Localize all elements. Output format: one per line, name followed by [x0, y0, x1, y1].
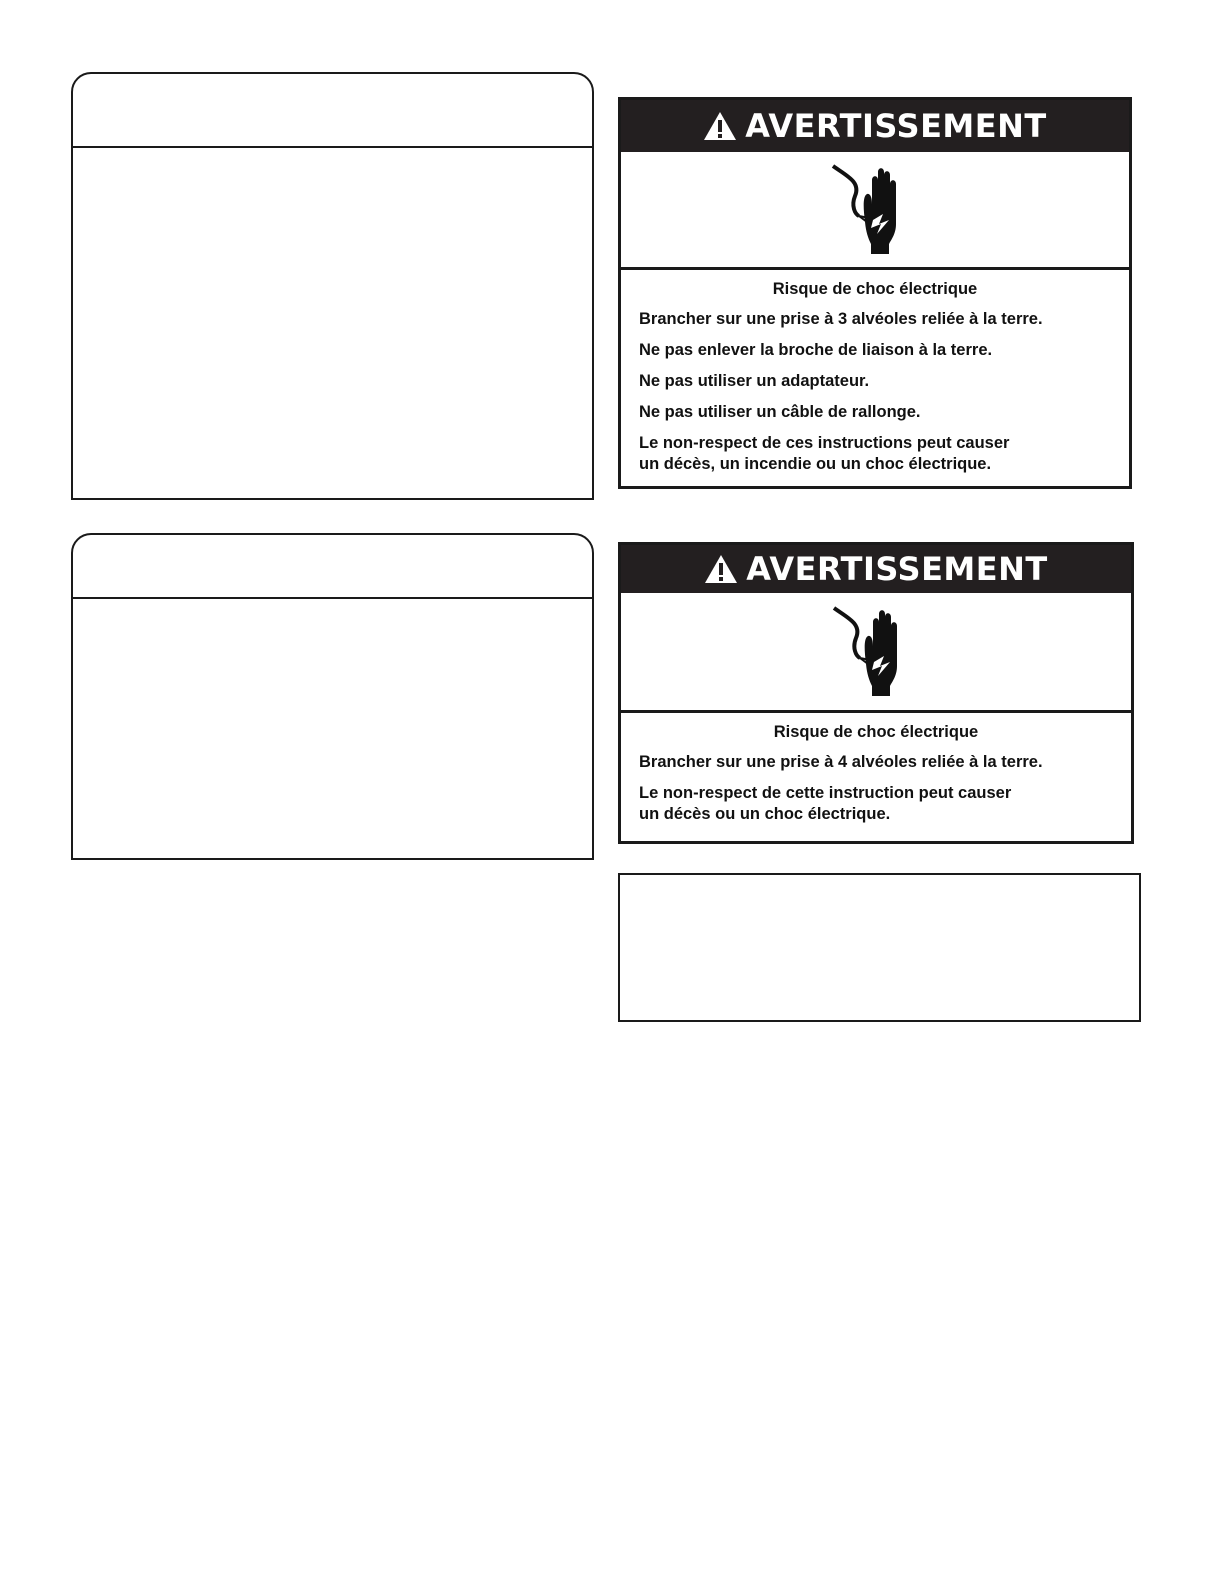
content-box-top-left: [71, 72, 594, 500]
warning-text-area: [621, 723, 1131, 825]
instruction-line: Ne pas enlever la broche de liaison à la terre.: [639, 341, 993, 359]
hazard-symbol-area: [621, 152, 1129, 270]
warning-triangle-icon: [703, 111, 737, 141]
content-box-header: [73, 535, 592, 599]
consequence-line-1: Le non-respect de cette instruction peut causer: [639, 784, 1012, 802]
instruction-line: Brancher sur une prise à 3 alvéoles reliée à la terre.: [639, 310, 1043, 328]
warning-banner-text: AVERTISSEMENT: [746, 550, 1048, 588]
warning-label-4-prong: [618, 542, 1134, 844]
instruction-line: Brancher sur une prise à 4 alvéoles reliée à la terre.: [639, 753, 1043, 771]
consequence-line-2: un décès, un incendie ou un choc électrique.: [639, 455, 992, 473]
warning-banner: [621, 545, 1131, 593]
warning-label-3-prong: [618, 97, 1132, 489]
content-box-header: [73, 74, 592, 148]
warning-banner: [621, 100, 1129, 152]
content-box-bottom-right: [618, 873, 1141, 1022]
warning-text-area: [621, 280, 1129, 475]
warning-triangle-icon: [704, 554, 738, 584]
electric-shock-hand-icon: [825, 162, 925, 258]
hazard-title: Risque de choc électrique: [773, 723, 979, 741]
consequence-line-2: un décès ou un choc électrique.: [639, 805, 891, 823]
instruction-line: Ne pas utiliser un câble de rallonge.: [639, 403, 921, 421]
hazard-title: Risque de choc électrique: [772, 280, 978, 298]
hazard-symbol-area: [621, 593, 1131, 713]
instruction-line: Ne pas utiliser un adaptateur.: [639, 372, 870, 390]
consequence-line-1: Le non-respect de ces instructions peut causer: [639, 434, 1010, 452]
content-box-middle-left: [71, 533, 594, 860]
electric-shock-hand-icon: [826, 604, 926, 700]
warning-banner-text: AVERTISSEMENT: [745, 107, 1047, 145]
